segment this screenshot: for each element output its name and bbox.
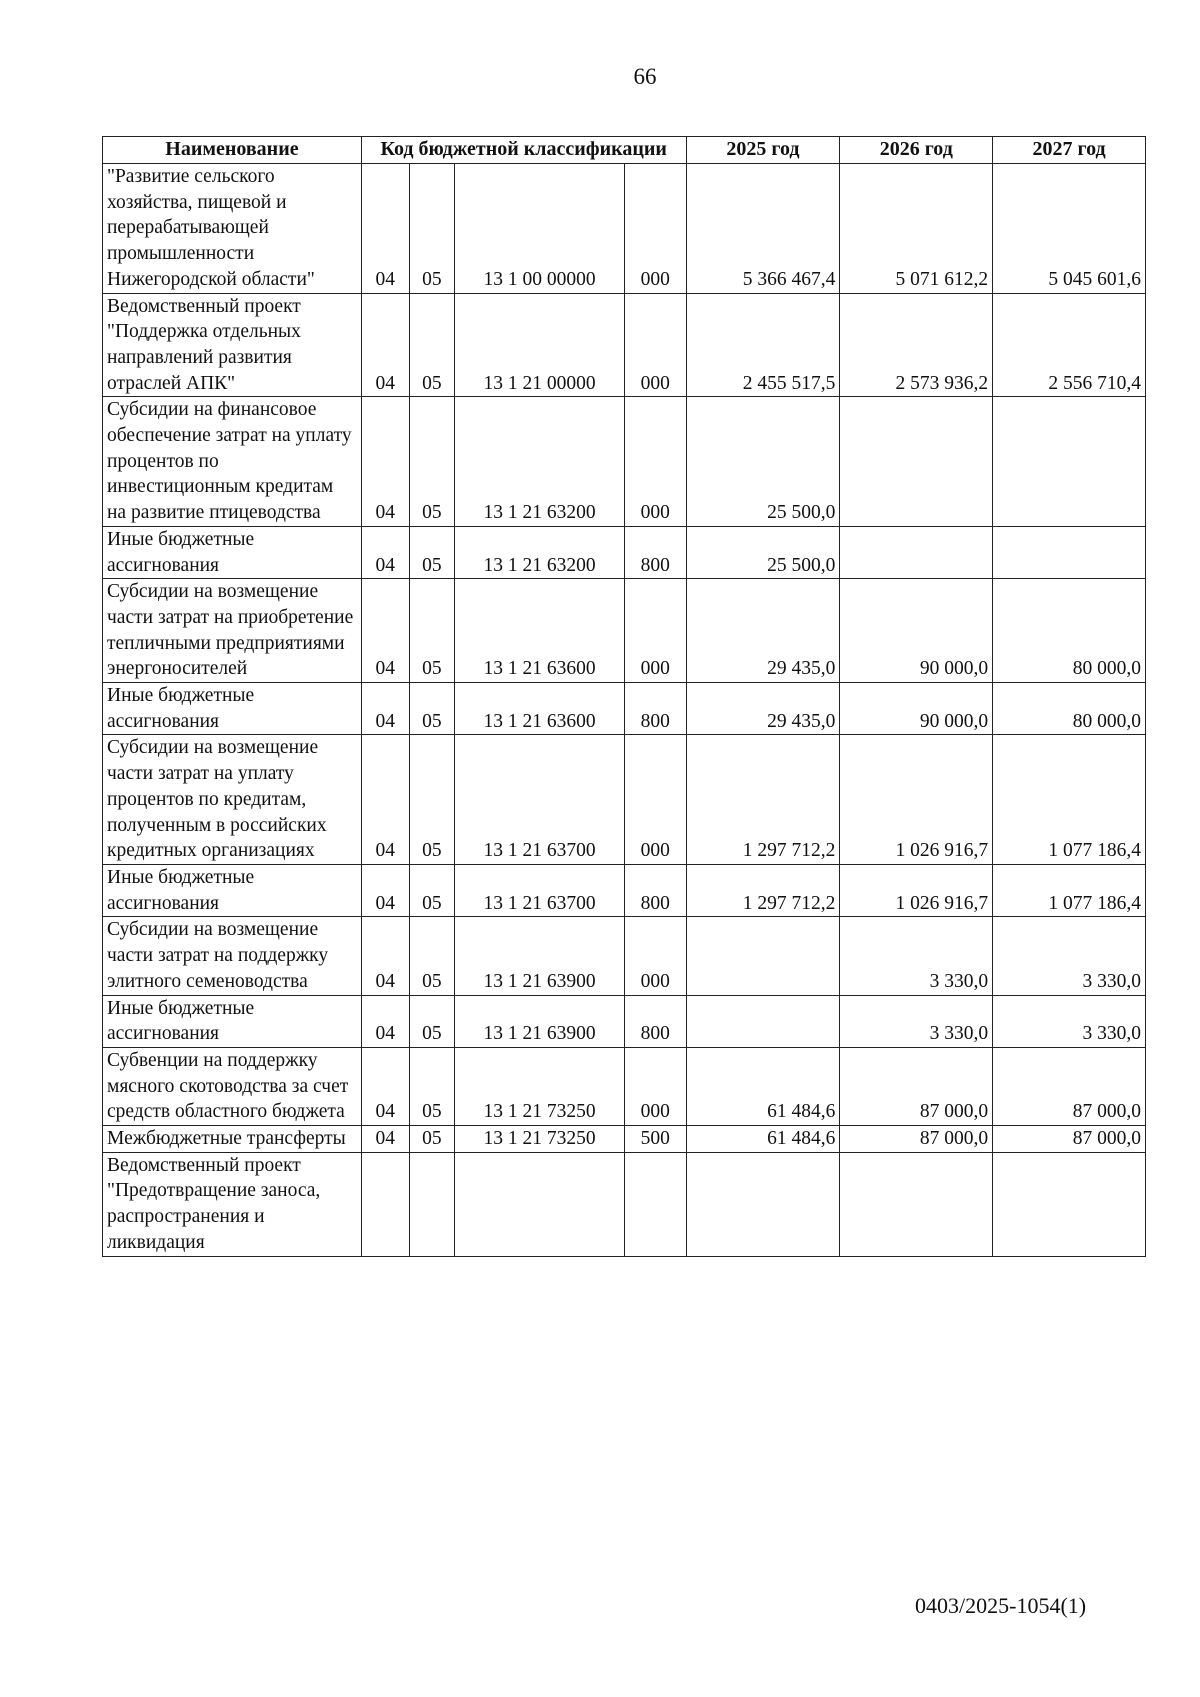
row-name: Ведомственный проект "Поддержка отдельных направлений развития отраслей АПК" bbox=[103, 293, 362, 397]
row-section-code: 04 bbox=[361, 995, 409, 1047]
row-section-code: 04 bbox=[361, 683, 409, 735]
row-amount-2025: 1 297 712,2 bbox=[686, 864, 840, 916]
row-section-code: 04 bbox=[361, 1047, 409, 1125]
row-target-article: 13 1 21 63600 bbox=[455, 579, 625, 683]
header-2026: 2026 год bbox=[840, 137, 993, 164]
row-expense-type: 000 bbox=[624, 397, 686, 527]
row-amount-2026: 3 330,0 bbox=[840, 995, 993, 1047]
row-amount-2025: 29 435,0 bbox=[686, 683, 840, 735]
row-amount-2027: 80 000,0 bbox=[993, 683, 1146, 735]
row-amount-2027 bbox=[993, 526, 1146, 578]
row-subsection-code: 05 bbox=[409, 1126, 455, 1153]
row-section-code: 04 bbox=[361, 1126, 409, 1153]
row-amount-2026 bbox=[840, 397, 993, 527]
row-amount-2026 bbox=[840, 526, 993, 578]
row-amount-2025: 25 500,0 bbox=[686, 397, 840, 527]
row-amount-2025 bbox=[686, 995, 840, 1047]
row-amount-2027: 3 330,0 bbox=[993, 995, 1146, 1047]
row-name: Субсидии на возмещение части затрат на поддержку элитного семеноводства bbox=[103, 917, 362, 995]
row-name: Ведомственный проект "Предотвращение заноса, распространения и ликвидация bbox=[103, 1152, 362, 1256]
row-amount-2026: 5 071 612,2 bbox=[840, 164, 993, 294]
row-section-code: 04 bbox=[361, 917, 409, 995]
row-target-article: 13 1 00 00000 bbox=[455, 164, 625, 294]
row-subsection-code: 05 bbox=[409, 683, 455, 735]
table-row bbox=[103, 1152, 1146, 1256]
row-subsection-code: 05 bbox=[409, 735, 455, 865]
row-section-code: 04 bbox=[361, 579, 409, 683]
row-amount-2027: 1 077 186,4 bbox=[993, 735, 1146, 865]
row-target-article: 13 1 21 63700 bbox=[455, 735, 625, 865]
row-target-article: 13 1 21 63900 bbox=[455, 917, 625, 995]
table-body bbox=[103, 164, 1146, 1257]
row-amount-2027: 87 000,0 bbox=[993, 1126, 1146, 1153]
row-amount-2026: 1 026 916,7 bbox=[840, 735, 993, 865]
row-section-code: 04 bbox=[361, 164, 409, 294]
row-section-code: 04 bbox=[361, 864, 409, 916]
row-expense-type: 800 bbox=[624, 683, 686, 735]
row-section-code: 04 bbox=[361, 293, 409, 397]
row-expense-type: 800 bbox=[624, 995, 686, 1047]
row-amount-2025: 29 435,0 bbox=[686, 579, 840, 683]
row-amount-2025 bbox=[686, 1152, 840, 1256]
header-name: Наименование bbox=[103, 137, 362, 164]
table-row bbox=[103, 526, 1146, 578]
row-amount-2026: 2 573 936,2 bbox=[840, 293, 993, 397]
table-row bbox=[103, 683, 1146, 735]
row-name: Иные бюджетные ассигнования bbox=[103, 864, 362, 916]
row-expense-type: 800 bbox=[624, 864, 686, 916]
row-target-article: 13 1 21 63200 bbox=[455, 397, 625, 527]
row-expense-type: 800 bbox=[624, 526, 686, 578]
row-expense-type: 000 bbox=[624, 917, 686, 995]
row-expense-type bbox=[624, 1152, 686, 1256]
row-expense-type: 000 bbox=[624, 579, 686, 683]
row-amount-2026: 1 026 916,7 bbox=[840, 864, 993, 916]
table-row bbox=[103, 397, 1146, 527]
row-target-article: 13 1 21 63200 bbox=[455, 526, 625, 578]
row-target-article: 13 1 21 73250 bbox=[455, 1047, 625, 1125]
row-subsection-code bbox=[409, 1152, 455, 1256]
row-amount-2026: 90 000,0 bbox=[840, 683, 993, 735]
row-name: Субсидии на финансовое обеспечение затрат на уплату процентов по инвестиционным кредитам на развитие птицеводства bbox=[103, 397, 362, 527]
row-name: Субсидии на возмещение части затрат на приобретение тепличными предприятиями энергоносителей bbox=[103, 579, 362, 683]
row-name: Межбюджетные трансферты bbox=[103, 1126, 362, 1153]
row-amount-2025: 61 484,6 bbox=[686, 1047, 840, 1125]
row-amount-2027: 80 000,0 bbox=[993, 579, 1146, 683]
row-target-article bbox=[455, 1152, 625, 1256]
row-amount-2025: 5 366 467,4 bbox=[686, 164, 840, 294]
table-row bbox=[103, 293, 1146, 397]
row-amount-2026: 3 330,0 bbox=[840, 917, 993, 995]
row-amount-2026 bbox=[840, 1152, 993, 1256]
row-amount-2026: 90 000,0 bbox=[840, 579, 993, 683]
row-amount-2027: 2 556 710,4 bbox=[993, 293, 1146, 397]
row-amount-2025: 25 500,0 bbox=[686, 526, 840, 578]
row-amount-2027 bbox=[993, 397, 1146, 527]
table-row bbox=[103, 864, 1146, 916]
row-subsection-code: 05 bbox=[409, 1047, 455, 1125]
row-section-code: 04 bbox=[361, 526, 409, 578]
header-2027: 2027 год bbox=[993, 137, 1146, 164]
row-subsection-code: 05 bbox=[409, 164, 455, 294]
row-amount-2027 bbox=[993, 1152, 1146, 1256]
row-name: Иные бюджетные ассигнования bbox=[103, 995, 362, 1047]
row-amount-2026: 87 000,0 bbox=[840, 1126, 993, 1153]
document-number: 0403/2025-1054(1) bbox=[915, 1593, 1087, 1618]
row-subsection-code: 05 bbox=[409, 526, 455, 578]
row-amount-2027: 1 077 186,4 bbox=[993, 864, 1146, 916]
header-code: Код бюджетной классификации bbox=[361, 137, 686, 164]
row-target-article: 13 1 21 00000 bbox=[455, 293, 625, 397]
table-header-row bbox=[103, 137, 1146, 164]
row-target-article: 13 1 21 63900 bbox=[455, 995, 625, 1047]
row-target-article: 13 1 21 63600 bbox=[455, 683, 625, 735]
table-row bbox=[103, 1126, 1146, 1153]
row-subsection-code: 05 bbox=[409, 917, 455, 995]
header-2025: 2025 год bbox=[686, 137, 840, 164]
page-number: 66 bbox=[633, 64, 657, 89]
table-row bbox=[103, 735, 1146, 865]
table-row bbox=[103, 995, 1146, 1047]
row-amount-2025 bbox=[686, 917, 840, 995]
row-subsection-code: 05 bbox=[409, 579, 455, 683]
row-section-code bbox=[361, 1152, 409, 1256]
row-target-article: 13 1 21 63700 bbox=[455, 864, 625, 916]
row-target-article: 13 1 21 73250 bbox=[455, 1126, 625, 1153]
row-amount-2025: 1 297 712,2 bbox=[686, 735, 840, 865]
row-expense-type: 000 bbox=[624, 293, 686, 397]
row-section-code: 04 bbox=[361, 397, 409, 527]
row-name: Иные бюджетные ассигнования bbox=[103, 526, 362, 578]
row-amount-2027: 87 000,0 bbox=[993, 1047, 1146, 1125]
row-expense-type: 000 bbox=[624, 735, 686, 865]
table-row bbox=[103, 917, 1146, 995]
row-name: Субвенции на поддержку мясного скотоводства за счет средств областного бюджета bbox=[103, 1047, 362, 1125]
row-amount-2027: 3 330,0 bbox=[993, 917, 1146, 995]
row-subsection-code: 05 bbox=[409, 995, 455, 1047]
row-name: "Развитие сельского хозяйства, пищевой и перерабатывающей промышленности Нижегородской области" bbox=[103, 164, 362, 294]
row-name: Иные бюджетные ассигнования bbox=[103, 683, 362, 735]
row-amount-2025: 61 484,6 bbox=[686, 1126, 840, 1153]
row-subsection-code: 05 bbox=[409, 397, 455, 527]
row-amount-2025: 2 455 517,5 bbox=[686, 293, 840, 397]
row-name: Субсидии на возмещение части затрат на уплату процентов по кредитам, полученным в российских кредитных организациях bbox=[103, 735, 362, 865]
table-row bbox=[103, 579, 1146, 683]
table-row bbox=[103, 1047, 1146, 1125]
table-row bbox=[103, 164, 1146, 294]
row-subsection-code: 05 bbox=[409, 293, 455, 397]
row-amount-2026: 87 000,0 bbox=[840, 1047, 993, 1125]
row-expense-type: 000 bbox=[624, 164, 686, 294]
row-section-code: 04 bbox=[361, 735, 409, 865]
row-amount-2027: 5 045 601,6 bbox=[993, 164, 1146, 294]
budget-table bbox=[102, 136, 1146, 1257]
row-expense-type: 500 bbox=[624, 1126, 686, 1153]
row-expense-type: 000 bbox=[624, 1047, 686, 1125]
row-subsection-code: 05 bbox=[409, 864, 455, 916]
